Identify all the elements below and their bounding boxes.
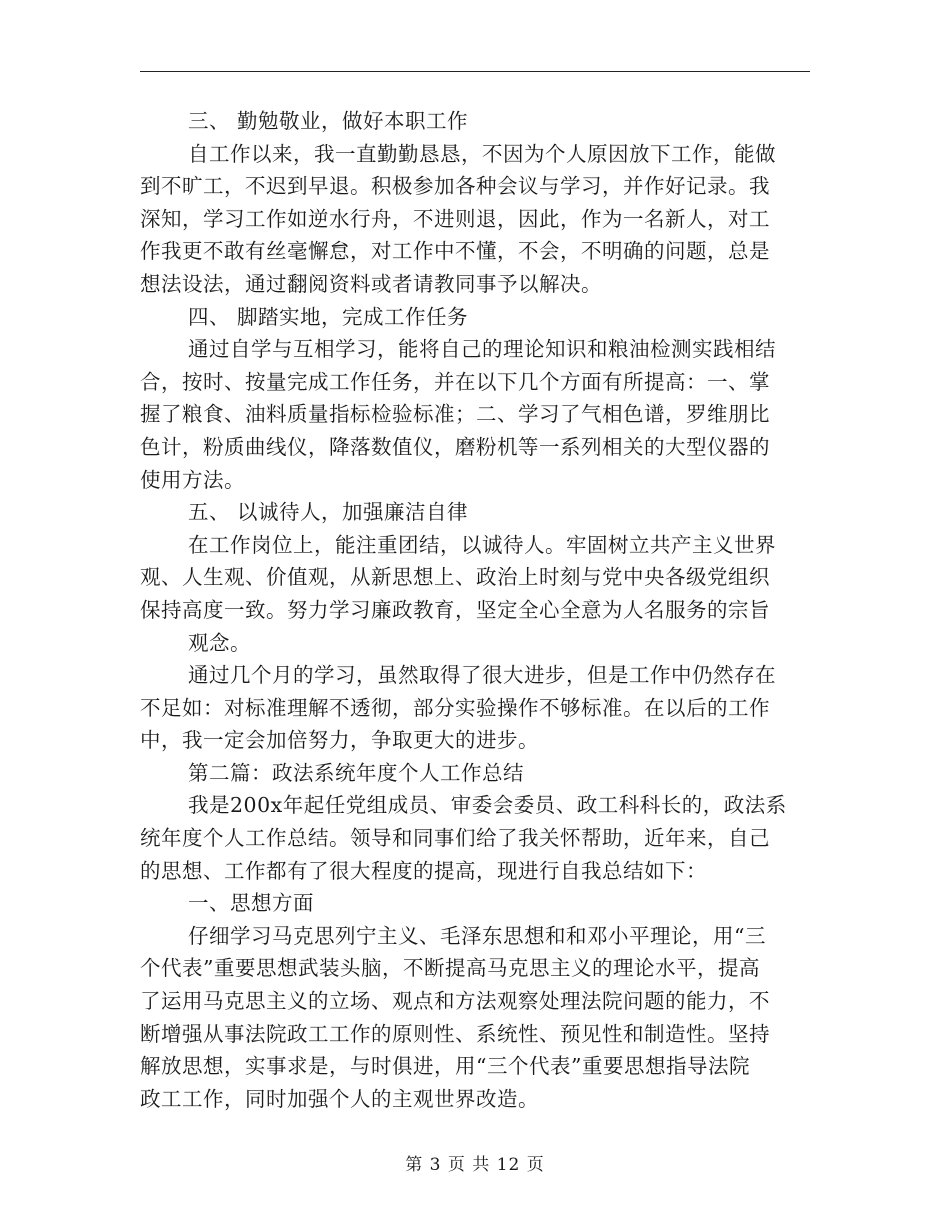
- paragraph-line: 自工作以来，我一直勤勤恳恳，不因为个人原因放下工作，能做: [188, 141, 776, 166]
- section-heading-4: 四、 脚踏实地，完成工作任务: [188, 304, 469, 329]
- paragraph-line: 解放思想，实事求是，与时俱进，用“三个代表”重要思想指导法院: [140, 1054, 750, 1079]
- paragraph-line: 深知，学习工作如逆水行舟，不进则退，因此，作为一名新人，对工: [140, 206, 770, 231]
- chapter-title: 第二篇：政法系统年度个人工作总结: [188, 760, 524, 785]
- paragraph-line: 的思想、工作都有了很大程度的提高，现进行自我总结如下：: [140, 858, 707, 883]
- section-heading-3: 三、 勤勉敬业，做好本职工作: [188, 109, 469, 133]
- section-heading-1: 一、思想方面: [188, 891, 314, 916]
- paragraph-line: 中，我一定会加倍努力，争取更大的进步。: [140, 728, 539, 753]
- paragraph-line: 观念。: [188, 630, 251, 655]
- paragraph-line: 通过自学与互相学习，能将自己的理论知识和粮油检测实践相结: [188, 337, 776, 362]
- paragraph-line: 使用方法。: [140, 467, 245, 492]
- document-body: [140, 105, 810, 1115]
- paragraph-line: 想法设法，通过翻阅资料或者请教同事予以解决。: [140, 271, 602, 296]
- paragraph-line: 握了粮食、油料质量指标检验标准；二、学习了气相色谱，罗维朋比: [140, 402, 770, 427]
- paragraph-line: 通过几个月的学习，虽然取得了很大进步，但是工作中仍然存在: [188, 663, 776, 688]
- page-number: 第 3 页 共 12 页: [405, 1155, 545, 1175]
- paragraph-line: 到不旷工，不迟到早退。积极参加各种会议与学习，并作好记录。我: [140, 174, 770, 199]
- paragraph-line: 个代表”重要思想武装头脑，不断提高马克思主义的理论水平，提高: [140, 956, 760, 981]
- paragraph-line: 我是200x年起任党组成员、审委会委员、政工科科长的，政法系: [188, 793, 787, 818]
- paragraph-line: 色计，粉质曲线仪，降落数值仪，磨粉机等一系列相关的大型仪器的: [140, 434, 770, 459]
- paragraph-line: 保持高度一致。努力学习廉政教育，坚定全心全意为人名服务的宗旨: [140, 597, 770, 622]
- paragraph-line: 断增强从事法院政工工作的原则性、系统性、预见性和制造性。坚持: [140, 1021, 770, 1046]
- paragraph-line: 合，按时、按量完成工作任务，并在以下几个方面有所提高：一、掌: [140, 369, 770, 394]
- section-heading-5: 五、 以诚待人，加强廉洁自律: [188, 500, 469, 525]
- paragraph-line: 观、人生观、价值观，从新思想上、政治上时刻与党中央各级党组织: [140, 565, 770, 590]
- paragraph-line: 不足如：对标准理解不透彻，部分实验操作不够标准。在以后的工作: [140, 695, 770, 720]
- paragraph-line: 统年度个人工作总结。领导和同事们给了我关怀帮助，近年来，自己: [140, 826, 770, 851]
- paragraph-line: 作我更不敢有丝毫懈怠，对工作中不懂，不会，不明确的问题，总是: [140, 239, 770, 264]
- paragraph-line: 政工工作，同时加强个人的主观世界改造。: [140, 1086, 539, 1111]
- paragraph-line: 仔细学习马克思列宁主义、毛泽东思想和和邓小平理论，用“三: [188, 923, 766, 948]
- paragraph-line: 了运用马克思主义的立场、观点和方法观察处理法院问题的能力，不: [140, 989, 770, 1014]
- paragraph-line: 在工作岗位上，能注重团结，以诚待人。牢固树立共产主义世界: [188, 532, 776, 557]
- header-rule: [140, 71, 810, 72]
